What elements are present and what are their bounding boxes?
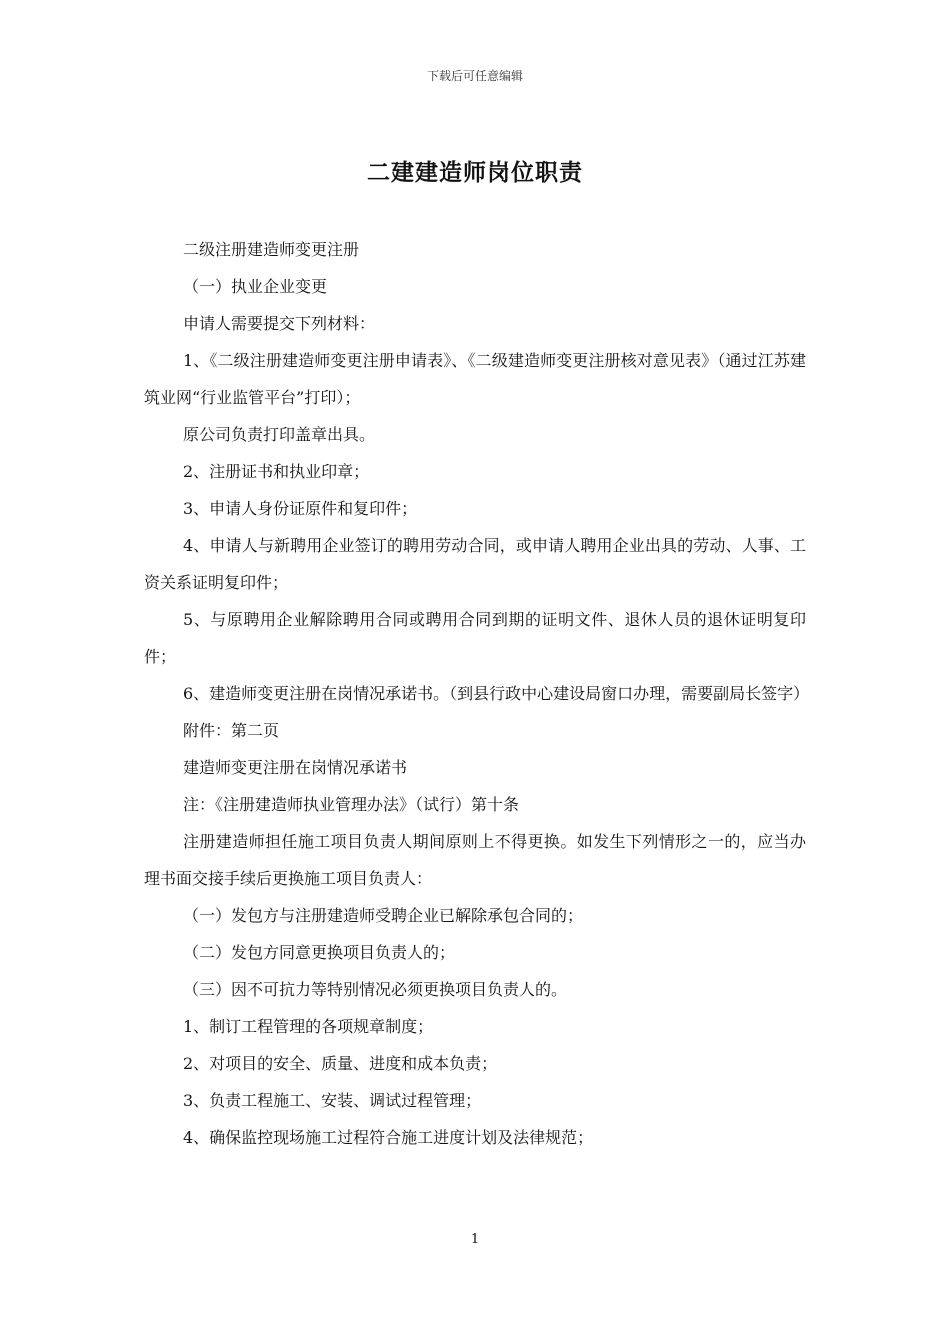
- paragraph: 申请人需要提交下列材料：: [183, 314, 376, 333]
- paragraph: 建造师变更注册在岗情况承诺书: [183, 758, 408, 777]
- paragraph: 3、负责工程施工、安装、调试过程管理；: [183, 1091, 482, 1110]
- paragraph: （一）执业企业变更: [183, 277, 328, 296]
- page-header: 下载后可任意编辑: [426, 69, 523, 83]
- document-body: [144, 231, 810, 1156]
- paragraph: 附件：第二页: [183, 721, 280, 740]
- paragraph: 2、注册证书和执业印章；: [183, 462, 370, 481]
- paragraph: 二级注册建造师变更注册: [183, 240, 360, 259]
- paragraph: 1、《二级注册建造师变更注册申请表》、《二级建造师变更注册核对意见表》（通过江苏建筑业网“行业监管平台”打印）；: [144, 351, 806, 407]
- paragraph: 注：《注册建造师执业管理办法》（试行）第十条: [183, 795, 520, 814]
- paragraph: 6、建造师变更注册在岗情况承诺书。（到县行政中心建设局窗口办理，需要副局长签字）: [183, 684, 810, 703]
- paragraph: 3、申请人身份证原件和复印件；: [183, 499, 418, 518]
- paragraph: 注册建造师担任施工项目负责人期间原则上不得更换。如发生下列情形之一的，应当办理书面交接手续后更换施工项目负责人：: [144, 832, 806, 888]
- page-number: 1: [470, 1232, 480, 1247]
- document-title: 二建建造师岗位职责: [367, 159, 583, 186]
- paragraph: 4、确保监控现场施工过程符合施工进度计划及法律规范；: [183, 1128, 594, 1147]
- paragraph: 4、申请人与新聘用企业签订的聘用劳动合同，或申请人聘用企业出具的劳动、人事、工资关系证明复印件；: [144, 536, 806, 592]
- paragraph: 1、制订工程管理的各项规章制度；: [183, 1017, 434, 1036]
- paragraph: （三）因不可抗力等特别情况必须更换项目负责人的。: [183, 980, 568, 999]
- paragraph: 5、与原聘用企业解除聘用合同或聘用合同到期的证明文件、退休人员的退休证明复印件；: [144, 610, 806, 666]
- paragraph: 2、对项目的安全、质量、进度和成本负责；: [183, 1054, 498, 1073]
- paragraph: 原公司负责打印盖章出具。: [183, 425, 376, 444]
- paragraph: （二）发包方同意更换项目负责人的；: [183, 943, 456, 962]
- paragraph: （一）发包方与注册建造师受聘企业已解除承包合同的；: [183, 906, 584, 925]
